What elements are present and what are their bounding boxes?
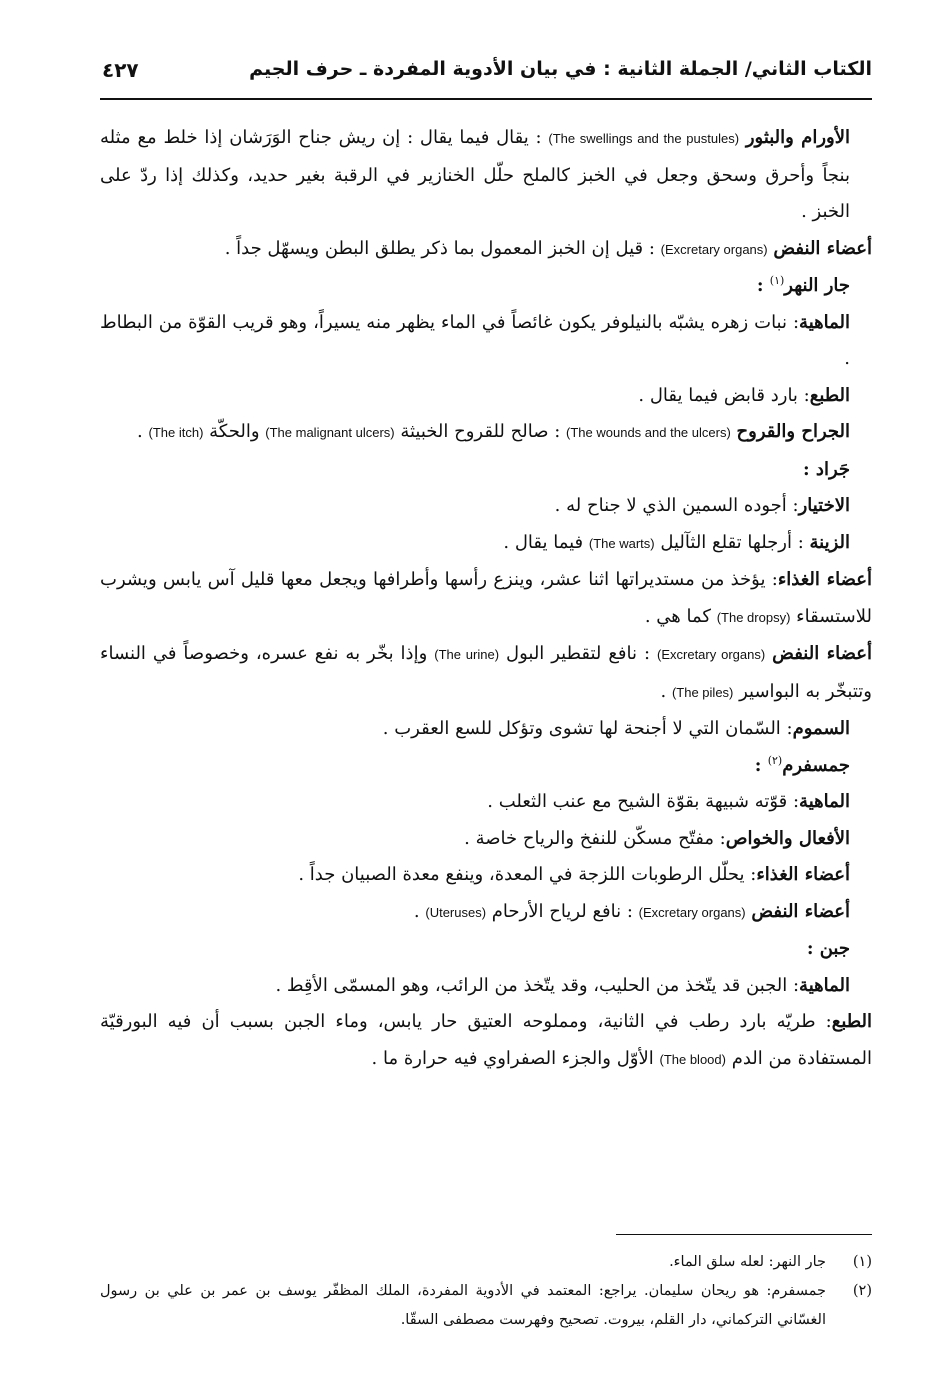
footnote-number: (١) [852, 1254, 872, 1270]
entry-text: : يؤخذ من مستديراتها اثنا عشر، وينزع رأسها وأطرافها ويجعل معها قليل آس يابس ويشرب للاستسقاء [100, 569, 872, 627]
entry-paragraph [100, 636, 872, 711]
heading-colon: : [806, 938, 820, 959]
english-gloss: (Excretary organs) [657, 647, 766, 662]
entry-paragraph [100, 305, 872, 378]
entry-text: : السّمان التي لا أجنحة لها تشوى وتؤكل للسع العقرب . [382, 718, 793, 739]
english-gloss: (Uteruses) [425, 904, 487, 920]
english-gloss: (The urine) [434, 647, 500, 662]
entry-text: والحكّة [203, 421, 266, 442]
entry-term: أعضاء الغذاء [777, 569, 872, 590]
heading-colon: : [756, 275, 770, 296]
entry-text: . [660, 680, 672, 702]
entry-text: : أجوده السمين الذي لا جناح له . [554, 495, 799, 516]
entry-text: فيما يقال . [503, 531, 589, 553]
page-body [100, 120, 872, 1078]
english-gloss: (The blood) [659, 1051, 726, 1067]
entry-text: : يحلّل الرطوبات اللزجة في المعدة، وينفع معدة الصبيان جداً . [298, 864, 757, 885]
entry-text: : صالح للقروح الخبيثة [394, 421, 567, 442]
footnote-text: جار النهر: لعله سلق الماء. [669, 1254, 826, 1270]
footnote [100, 1248, 872, 1277]
entry-heading [100, 931, 872, 968]
entry-text: : قيل إن الخبز المعمول بما ذكر يطلق البطن ويسهّل جداً . [224, 237, 661, 259]
running-title: الكتاب الثاني/ الجملة الثانية : في بيان الأدوية المفردة ـ حرف الجيم [249, 58, 872, 80]
entry-term: الاختيار [798, 495, 850, 516]
entry-term: الجراح والقروح [736, 421, 850, 442]
header-rule [100, 98, 872, 100]
entry-term: الماهية [799, 791, 850, 812]
entry-term: الأورام والبثور [745, 127, 850, 148]
footnote-marker: (٢) [767, 753, 783, 767]
entry-text: كما هي . [644, 605, 717, 627]
entry-heading [100, 452, 872, 489]
entry-paragraph [100, 894, 872, 932]
entry-paragraph [100, 784, 872, 821]
entry-term: الزينة [809, 531, 850, 553]
entry-paragraph [100, 378, 872, 415]
english-gloss: (The piles) [671, 684, 734, 700]
heading-text: جار النهر [784, 275, 850, 296]
entry-term: أعضاء النفض [751, 900, 850, 922]
entry-term: السموم [792, 718, 850, 739]
entry-term: الأفعال والخواص [725, 827, 850, 849]
footnote-text: جمسفرم: هو ريحان سليمان. يراجع: المعتمد في الأدوية المفردة، الملك المظفّر يوسف بن عمر بن علي بن رسول الغسّاني التركماني، دار القلم، بيروت. تصحيح وفهرست مصطفى السقّا. [100, 1283, 826, 1328]
footnotes [100, 1248, 872, 1335]
entry-paragraph [100, 711, 872, 748]
entry-text: : قوّته شبيهة بقوّة الشيح مع عنب الثعلب . [487, 791, 800, 812]
entry-term: الماهية [799, 974, 850, 996]
entry-text: الأوّل والجزء الصفراوي فيه حرارة ما . [371, 1047, 660, 1069]
entry-paragraph [100, 821, 872, 858]
heading-text: جبن [819, 938, 850, 959]
entry-text: : نبات زهره يشبّه بالنيلوفر يكون غائصاً في الماء يظهر منه يسيراً، وهو قريب القوّة من البطاط . [100, 311, 850, 369]
page-header [100, 58, 872, 92]
entry-text: : نافع لرياح الأرحام [486, 900, 639, 922]
entry-term: الماهية [799, 311, 850, 333]
english-gloss: (The itch) [148, 425, 204, 440]
english-gloss: (The wounds and the ulcers) [566, 425, 731, 440]
english-gloss: (Excretary organs) [638, 904, 746, 920]
entry-text: . [413, 900, 426, 922]
entry-term: أعضاء النفض [773, 237, 872, 259]
page-number: ٤٢٧ [102, 58, 139, 82]
entry-text: وإذا بخّر به نفع عسره، وخصوصاً في النساء وتتبخّر به البواسير [100, 643, 872, 702]
heading-colon: : [754, 754, 768, 776]
entry-heading [100, 268, 872, 305]
entry-term: أعضاء النفض [772, 643, 873, 664]
entry-term: الطبع [831, 1011, 872, 1032]
heading-colon: : [803, 458, 816, 480]
entry-term: أعضاء الغذاء [756, 864, 850, 885]
entry-paragraph [100, 1004, 872, 1078]
entry-paragraph [100, 488, 872, 525]
entry-text: : طريّه بارد رطب في الثانية، ومملوحه العتيق حار يابس، وماء الجبن بسبب أن فيه البورقيّة المستفادة من الدم [100, 1011, 872, 1069]
footnote-marker: (١) [769, 274, 785, 287]
entry-paragraph [100, 414, 872, 452]
entry-heading [100, 748, 872, 785]
footnote-number: (٢) [852, 1283, 872, 1299]
entry-paragraph [100, 525, 872, 563]
book-page [100, 40, 872, 1360]
entry-paragraph [100, 231, 872, 269]
entry-text: : مفتّح مسكّن للنفخ والرياح خاصة . [464, 827, 726, 849]
entry-paragraph [100, 120, 872, 231]
english-gloss: (The warts) [588, 535, 655, 551]
heading-text: جَراد [815, 458, 850, 480]
entry-text: . [137, 421, 149, 442]
english-gloss: (The dropsy) [716, 609, 791, 625]
entry-text: : أرجلها تقلع الثآليل [654, 531, 810, 553]
entry-paragraph [100, 968, 872, 1005]
english-gloss: (The malignant ulcers) [265, 425, 395, 440]
entry-paragraph [100, 857, 872, 894]
english-gloss: (Excretary organs) [660, 241, 768, 257]
heading-text: جمسفرم [782, 754, 850, 776]
entry-text: : نافع لتقطير البول [499, 643, 657, 664]
entry-text: : يقال فيما يقال : إن ريش جناح الوَرَشان إذا خلط مع مثله بنجاً وأحرق وسحق وجعل في الخبز كالملح حلّل الخنازير في الرقبة بغير حديد، وكذلك إذا ردّ على الخبز . [100, 127, 850, 222]
entry-text: : بارد قابض فيما يقال . [638, 384, 810, 406]
english-gloss: (The swellings and the pustules) [548, 131, 740, 146]
entry-text: : الجبن قد يتّخذ من الحليب، وقد يتّخذ من الرائب، وهو المسمّى الأقِط . [275, 974, 800, 996]
footnote [100, 1277, 872, 1335]
footnote-rule [616, 1234, 872, 1235]
entry-term: الطبع [809, 384, 850, 406]
entry-paragraph [100, 562, 872, 636]
